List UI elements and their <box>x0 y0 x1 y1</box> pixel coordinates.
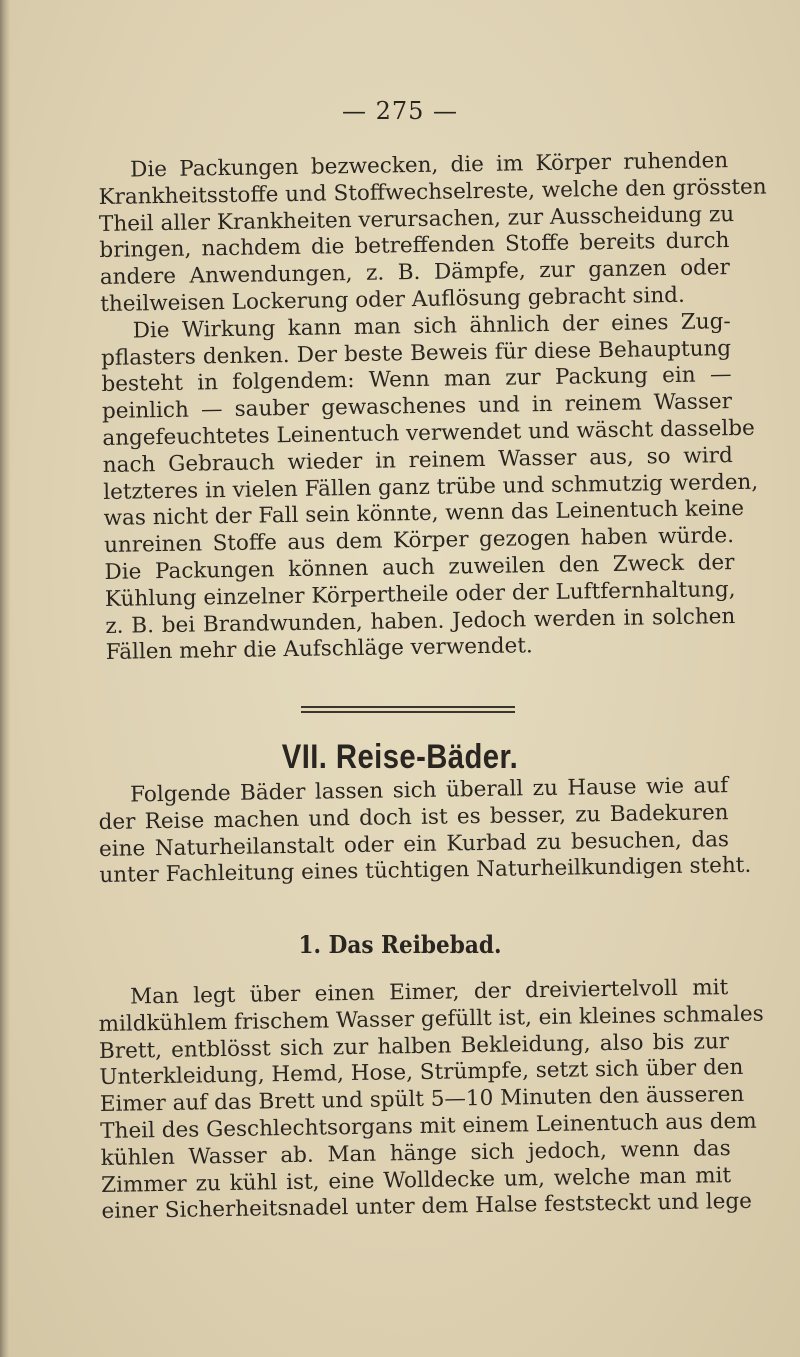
paragraph-reibebad <box>98 975 764 1226</box>
body-text-top <box>98 148 767 667</box>
page-number: — 275 — <box>341 97 459 125</box>
text-line: Die Packungen können auch zuweilen den Zweck der <box>104 550 735 585</box>
text-line: Zimmer zu kühl ist, eine Wolldecke um, welche man mit <box>100 1162 732 1198</box>
paragraph-packungen <box>98 148 767 319</box>
text-line: Unterkleidung, Hemd, Hose, Strümpfe, setzt sich über den <box>99 1055 744 1091</box>
text-line: einer Sicherheitsnadel unter dem Halse feststeckt und lege <box>101 1189 753 1225</box>
text-line: nach Gebrauch wieder in reinem Wasser aus, so wird <box>102 442 733 478</box>
page-binding-edge <box>0 0 10 1357</box>
text-line: Die Packungen bezwecken, die im Körper ruhenden <box>129 148 729 183</box>
text-line: Fällen mehr die Aufschläge verwendet. <box>105 633 533 666</box>
text-line: mildkühlem frischem Wasser gefüllt ist, ein kleines schmales <box>98 1001 764 1037</box>
text-line: Folgende Bäder lassen sich überall zu Hause wie auf <box>129 773 729 808</box>
text-line: Kühlung einzelner Körpertheile oder der Luftfernhaltung, <box>104 576 736 612</box>
text-line: besteht in folgendem: Wenn man zur Packung ein — <box>101 362 732 398</box>
section-divider-rule <box>301 706 515 708</box>
text-line: angefeuchtetes Leinentuch verwendet und wäscht dasselbe <box>102 415 755 451</box>
text-line: Eimer auf das Brett und spült 5—10 Minuten den äusseren <box>99 1082 745 1118</box>
text-line: theilweisen Lockerung oder Auflösung gebracht sind. <box>100 282 686 317</box>
text-line: was nicht der Fall sein könnte, wenn das Leinentuch keine <box>103 496 745 532</box>
text-line: eine Naturheilanstalt oder ein Kurbad zu besuchen, das <box>98 826 730 862</box>
body-text-chapter-intro <box>98 773 752 890</box>
text-line: Theil aller Krankheiten verursachen, zur Ausscheidung zu <box>98 201 735 237</box>
text-line: Krankheitsstoffe und Stoffwechselreste, welche den grössten <box>98 174 767 210</box>
text-line: Theil des Geschlechtsorgans mit einem Leinentuch aus dem <box>100 1108 757 1144</box>
paragraph-folgende-baeder <box>98 773 752 890</box>
section-divider-rule <box>301 711 515 713</box>
text-line: der Reise machen und doch ist es besser, zu Badekuren <box>98 799 729 835</box>
body-text-reibebad <box>98 975 764 1226</box>
text-line: Die Wirkung kann man sich ähnlich der eines Zug- <box>132 308 731 344</box>
text-line: letzteres in vielen Fällen ganz trübe und schmutzig werden, <box>103 469 759 505</box>
text-line: Man legt über einen Eimer, der dreiviertelvoll mit <box>129 975 729 1010</box>
text-line: Brett, entblösst sich zur halben Bekleidung, also bis zur <box>98 1028 730 1064</box>
paragraph-wirkung <box>100 308 759 667</box>
text-line: peinlich — sauber gewaschenes und in reinem Wasser <box>101 389 733 425</box>
chapter-heading: VII. Reise-Bäder. <box>281 738 519 776</box>
text-line: bringen, nachdem die betreffenden Stoffe bereits durch <box>99 228 730 264</box>
text-line: z. B. bei Brandwunden, haben. Jedoch werden in solchen <box>105 603 736 639</box>
text-line: unter Fachleitung eines tüchtigen Naturheilkundigen steht. <box>99 853 752 889</box>
text-line: kühlen Wasser ab. Man hänge sich jedoch, wenn das <box>100 1135 731 1171</box>
text-line: andere Anwendungen, z. B. Dämpfe, zur ganzen oder <box>99 255 730 291</box>
text-line: pflasters denken. Der beste Beweis für diese Behauptung <box>100 335 732 371</box>
section-heading: 1. Das Reibebad. <box>298 930 502 959</box>
text-line: unreinen Stoffe aus dem Körper gezogen haben würde. <box>103 523 735 559</box>
